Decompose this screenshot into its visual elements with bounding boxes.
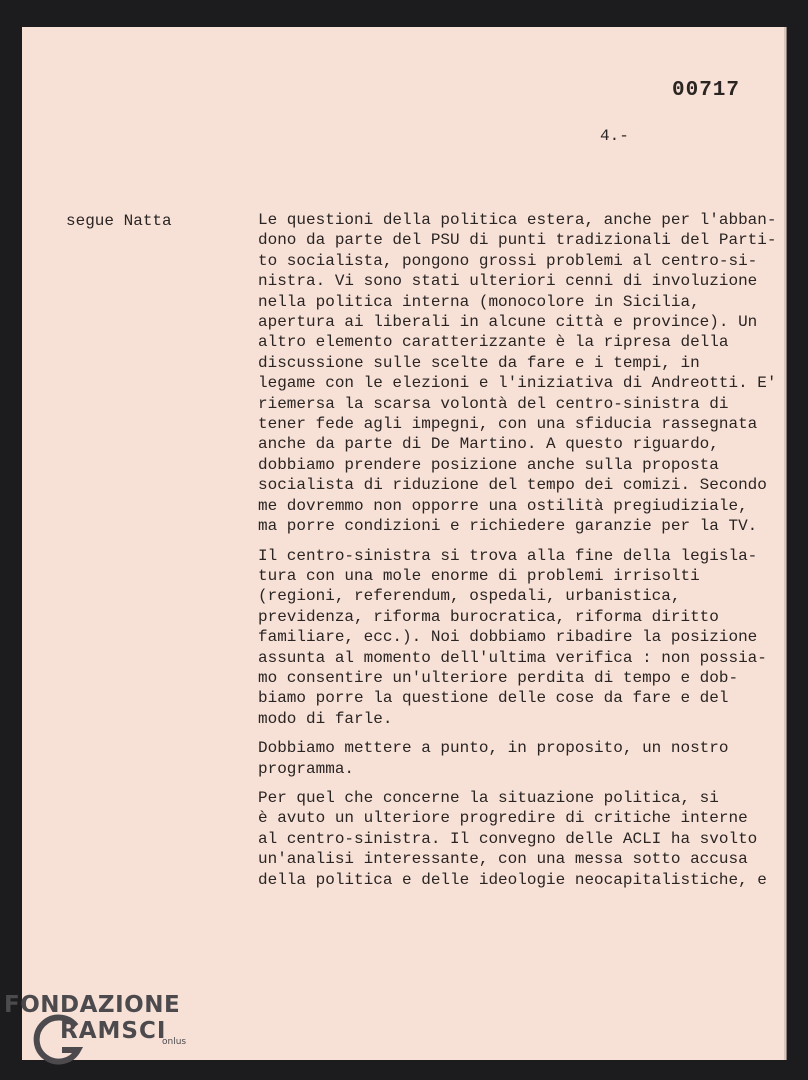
page-number: 4.- <box>600 127 629 145</box>
paragraph: Le questioni della politica estera, anche per l'abban- dono da parte del PSU di punti tradizionali del Parti- to socialista, pongono grossi problemi al centro-si- nistra. Vi sono stati ulteriori cenni di involuzione nella politica interna (monocolore in Sicilia, apertura ai liberali in alcune città e province). Un altro elemento caratterizzante è la ripresa della discussione sulle scelte da fare e i tempi, in legame con le elezioni e l'iniziativa di Andreotti. E' riemersa la scarsa volontà del centro-sinistra di tener fede agli impegni, con una sfiducia rassegnata anche da parte di De Martino. A questo riguardo, dobbiamo prendere posizione anche sulla proposta socialista di riduzione del tempo dei comizi. Secondo me dovremmo non opporre una ostilità pregiudiziale, ma porre condizioni e richiedere garanzie per la TV. <box>258 211 777 536</box>
document-number: 00717 <box>672 79 741 102</box>
document-page <box>22 27 786 1060</box>
document-body <box>258 210 778 890</box>
paragraph: Dobbiamo mettere a punto, in proposito, un nostro programma. <box>258 739 729 778</box>
watermark-line2: RAMSCI <box>60 1018 167 1044</box>
watermark-sub: onlus <box>162 1037 187 1047</box>
paragraph: Per quel che concerne la situazione politica, si è avuto un ulteriore progredire di critiche interne al centro-sinistra. Il convegno delle ACLI ha svolto un'analisi interessante, con una messa sotto accusa della politica e delle ideologie neocapitalistiche, e <box>258 788 767 889</box>
watermark-line1: FONDAZIONE <box>4 992 181 1018</box>
speaker-label: segue Natta <box>66 212 172 230</box>
fondazione-gramsci-watermark <box>4 992 204 1076</box>
paragraph: Il centro-sinistra si trova alla fine della legisla- tura con una mole enorme di problemi irrisolti (regioni, referendum, ospedali, urbanistica, previdenza, riforma burocratica, riforma diritto familiare, ecc.). Noi dobbiamo ribadire la posizione assunta al momento dell'ultima verifica : non possia- mo consentire un'ulteriore perdita di tempo e dob- biamo porre la questione delle cose da fare e del modo di farle. <box>258 546 767 728</box>
